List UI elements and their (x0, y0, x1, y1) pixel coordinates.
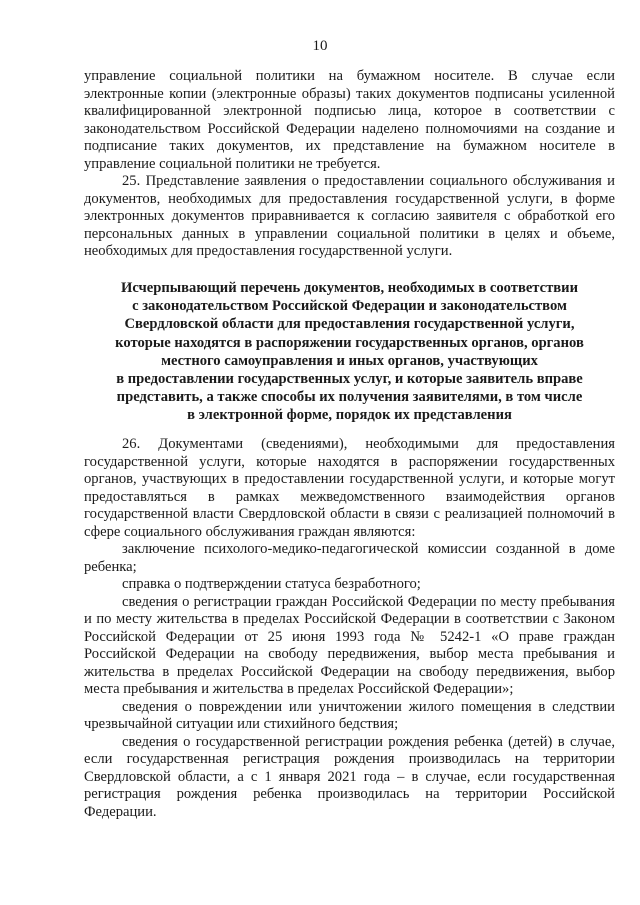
heading-line: представить, а также способы их получения заявителями, в том числе (116, 389, 583, 406)
heading-line: в электронной форме, порядок их представления (187, 407, 512, 424)
list-item-housing-damage-info: сведения о повреждении или уничтожении жилого помещения в следствии чрезвычайной ситуации или стихийного бедствия; (84, 698, 615, 732)
heading-line: Свердловской области для предоставления государственной услуги, (124, 316, 575, 333)
heading-line: с законодательством Российской Федерации и законодательством (132, 298, 567, 315)
paragraph-continuation: управление социальной политики на бумажном носителе. В случае если электронные копии (электронные образы) таких документов подписаны усиленной квалифицированной электронной подписью лица, которое в соответствии с законодательством Российской Федерации наделено полномочиями на создание и подписание таких документов, их представление на бумажном носителе в управление социальной политики не требуется. (84, 68, 615, 172)
list-item-birth-registration-info: сведения о государственной регистрации рождения ребенка (детей) в случае, если государственная регистрация рождения производилась на территории Свердловской области, а с 1 января 2021 года – в случае, если государственная регистрация рождения ребенка производилась на территории Российской Федерации. (84, 733, 615, 820)
heading-line: в предоставлении государственных услуг, и которые заявитель вправе (116, 371, 583, 388)
text-block-bottom (84, 436, 615, 821)
section-heading (84, 279, 615, 425)
paragraph-25: 25. Представление заявления о предоставлении социального обслуживания и документов, необходимых для предоставления государственной услуги, в форме электронных документов приравнивается к согласию заявителя с обработкой его персональных данных в управлении социальной политики в целях и объеме, необходимых для предоставления государственной услуги. (84, 173, 615, 259)
paragraph-26: 26. Документами (сведениями), необходимыми для предоставления государственной услуги, которые находятся в распоряжении государственных органов, участвующих в предоставлении государственной услуги, и которые могут предоставляться в рамках межведомственного взаимодействия органов государственной власти Свердловской области в связи с реализацией полномочий в сфере социального обслуживания граждан являются: (84, 436, 615, 540)
list-item-registration-info: сведения о регистрации граждан Российской Федерации по месту пребывания и по месту жительства в пределах Российской Федерации в соответствии с Законом Российской Федерации от 25 июня 1993 года № 5242-1 «О праве граждан Российской Федерации на свободу передвижения, выбор места пребывания и жительства в пределах Российской Федерации на свободу передвижения, выбор места пребывания и жительства в пределах Российской Федерации»; (84, 593, 615, 697)
heading-line: местного самоуправления и иных органов, участвующих (161, 352, 538, 369)
heading-line: которые находятся в распоряжении государственных органов, органов (115, 334, 584, 351)
list-item-unemployment-certificate: справка о подтверждении статуса безработного; (122, 576, 421, 592)
page-number: 10 (312, 38, 328, 54)
list-item-commission-conclusion: заключение психолого-медико-педагогической комиссии созданной в доме ребенка; (84, 541, 615, 575)
heading-line: Исчерпывающий перечень документов, необходимых в соответствии (120, 280, 578, 296)
text-block-top (84, 68, 615, 261)
